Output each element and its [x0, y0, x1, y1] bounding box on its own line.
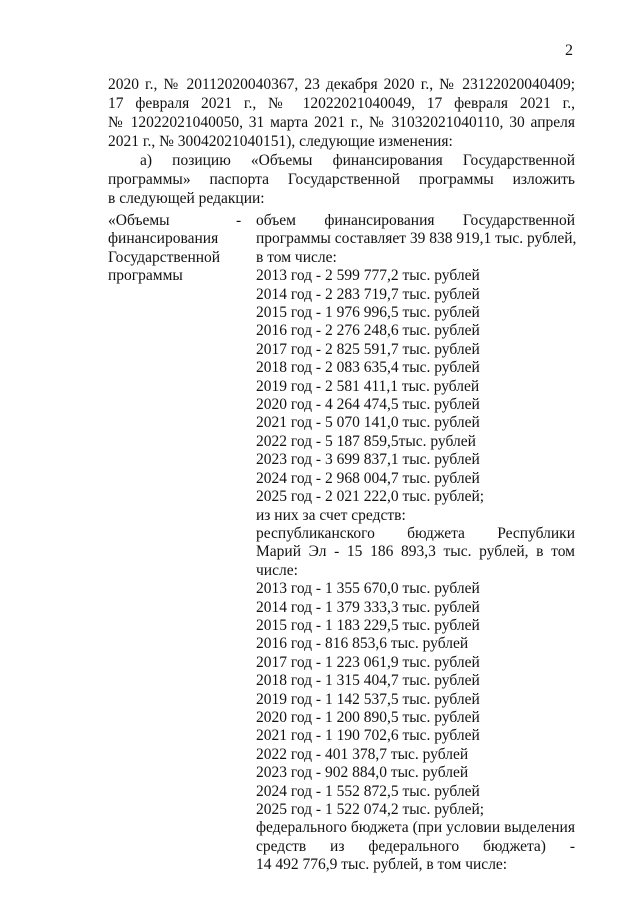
content-line: 14 492 776,9 тыс. рублей, в том числе:: [256, 856, 508, 874]
year-amount-line: 2013 год - 2 599 777,2 тыс. рублей: [256, 267, 480, 285]
content-line: средств из федерального бюджета) -: [256, 837, 575, 855]
year-amount-line: 2023 год - 902 884,0 тыс. рублей: [256, 764, 469, 782]
intro-paragraph: [108, 75, 575, 208]
year-amount-line: 2021 год - 5 070 141,0 тыс. рублей: [256, 414, 480, 432]
position-title-line: «Объемы: [108, 212, 170, 229]
year-amount-line: 2014 год - 2 283 719,7 тыс. рублей: [256, 285, 480, 303]
year-amount-line: 2019 год - 1 142 537,5 тыс. рублей: [256, 690, 480, 708]
position-content: [256, 212, 575, 875]
page-number: 2: [565, 42, 573, 59]
position-title: [108, 212, 253, 286]
content-line: объем финансирования Государственной: [256, 212, 575, 229]
content-line: программы составляет 39 838 919,1 тыс. рублей,: [256, 230, 577, 248]
year-amount-line: 2015 год - 1 183 229,5 тыс. рублей: [256, 616, 480, 634]
year-amount-line: 2021 год - 1 190 702,6 тыс. рублей: [256, 727, 480, 745]
year-amount-line: 2016 год - 816 853,6 тыс. рублей: [256, 635, 469, 653]
position-title-line: программы: [108, 267, 183, 285]
year-amount-line: 2022 год - 5 187 859,5тыс. рублей: [256, 432, 476, 450]
year-amount-line: 2014 год - 1 379 333,3 тыс. рублей: [256, 598, 480, 616]
position-title-line: Государственной: [108, 248, 221, 266]
separator-dash: -: [236, 212, 242, 229]
year-amount-line: 2020 год - 4 264 474,5 тыс. рублей: [256, 396, 480, 414]
year-amount-line: 2025 год - 2 021 222,0 тыс. рублей;: [256, 488, 485, 506]
year-amount-line: 2020 год - 1 200 890,5 тыс. рублей: [256, 708, 480, 726]
intro-line: а) позицию «Объемы финансирования Государственной: [140, 152, 575, 169]
year-amount-line: 2023 год - 3 699 837,1 тыс. рублей: [256, 451, 480, 469]
year-amount-line: 2024 год - 2 968 004,7 тыс. рублей: [256, 469, 480, 487]
year-amount-line: 2015 год - 1 976 996,5 тыс. рублей: [256, 304, 480, 322]
intro-line: 17 февраля 2021 г., № 12022021040049, 17 февраля 2021 г.,: [108, 95, 575, 112]
year-amount-line: 2018 год - 2 083 635,4 тыс. рублей: [256, 359, 480, 377]
content-line: федерального бюджета (при условии выделения: [256, 819, 575, 837]
year-amount-line: 2013 год - 1 355 670,0 тыс. рублей: [256, 580, 480, 598]
intro-line: 2021 г., № 30042021040151), следующие изменения:: [108, 133, 453, 150]
year-amount-line: 2024 год - 1 552 872,5 тыс. рублей: [256, 782, 480, 800]
year-amount-line: 2017 год - 2 825 591,7 тыс. рублей: [256, 340, 480, 358]
year-amount-line: 2025 год - 1 522 074,2 тыс. рублей;: [256, 801, 485, 818]
year-amount-line: 2017 год - 1 223 061,9 тыс. рублей: [256, 653, 480, 671]
year-amount-line: 2016 год - 2 276 248,6 тыс. рублей: [256, 322, 480, 340]
content-line: числе:: [256, 561, 298, 579]
intro-line: № 12022021040050, 31 марта 2021 г., № 31032021040110, 30 апреля: [108, 114, 575, 131]
year-amount-line: 2019 год - 2 581 411,1 тыс. рублей: [256, 377, 480, 395]
content-line: Марий Эл - 15 186 893,3 тыс. рублей, в том: [256, 543, 575, 561]
intro-line: в следующей редакции:: [108, 190, 265, 207]
year-amount-line: 2022 год - 401 378,7 тыс. рублей: [256, 745, 469, 763]
intro-line: программы» паспорта Государственной программы изложить: [108, 171, 575, 188]
content-line: республиканского бюджета Республики: [256, 524, 575, 542]
position-title-line: финансирования: [108, 230, 219, 248]
content-line: в том числе:: [256, 248, 337, 266]
year-amount-line: 2018 год - 1 315 404,7 тыс. рублей: [256, 672, 480, 690]
intro-line: 2020 г., № 20112020040367, 23 декабря 2020 г., № 23122020040409;: [108, 76, 575, 93]
content-line: из них за счет средств:: [256, 506, 406, 524]
